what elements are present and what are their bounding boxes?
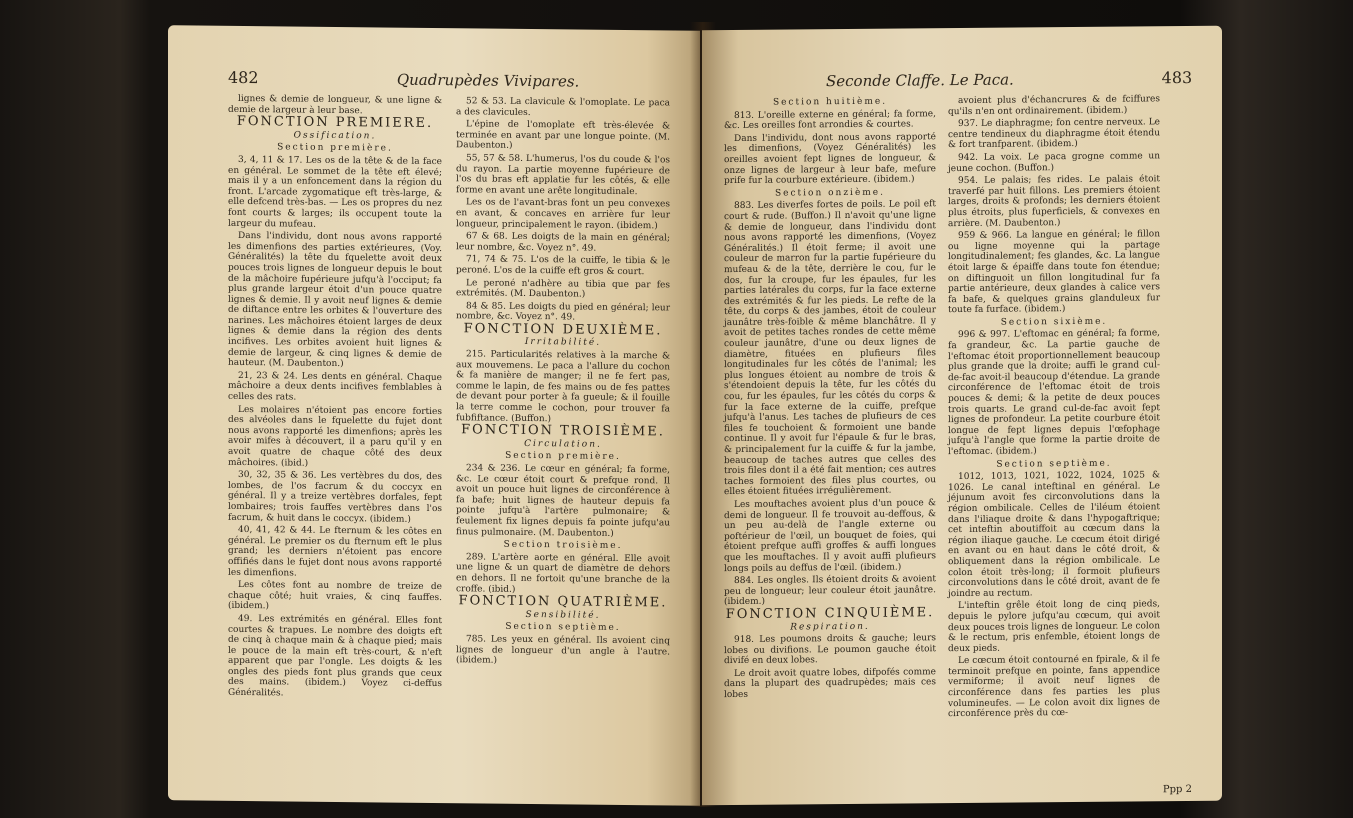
signature-mark: Ppp 2 bbox=[1162, 783, 1192, 796]
left-column-2 bbox=[456, 96, 670, 670]
paragraph: Les côtes font au nombre de treize de chaque côté; huit vraies, & cinq fauffes. (ibidem.) bbox=[228, 580, 442, 612]
paragraph: 84 & 85. Les doigts du pied en général; leur nombre, &c. Voyez n°. 49. bbox=[456, 301, 670, 323]
paragraph: lignes & demie de longueur, & une ligne & demie de largeur à leur base. bbox=[228, 93, 442, 116]
section-heading: FONCTION CINQUIÈME. bbox=[725, 605, 935, 622]
section-heading: Section onzième. bbox=[775, 187, 885, 199]
paragraph: 71, 74 & 75. L'os de la cuiffe, le tibia & le peroné. L'os de la cuiffe eft gros & court. bbox=[456, 254, 670, 278]
paragraph: Le cœcum étoit contourné en fpirale, & il fe terminoit prefque en pointe, fans appendice vermiforme; il avoit neuf lignes de circonférence dans fes parties les plus volumineufes. — Le colon avoit dix lignes de circonférence près du cœ- bbox=[948, 654, 1160, 720]
paragraph: avoient plus d'échancrures & de fciffures qu'ils n'en ont ordinairement. (ibidem.) bbox=[948, 94, 1160, 117]
paragraph: 883. Les diverfes fortes de poils. Le poil eft court & rude. (Buffon.) Il n'avoit qu'une ligne & demie de longueur, dans l'individu dont nous avons rapporté les dimenfions, (Voyez Généralités.) Il étoit ferme; il avoit une couleur de marron fur la partie fupérieure du mufeau & de la tête, derrière le cou, fur le dos, fur la croupe, fur les épaules, fur les parties latérales du corps, fur la face externe des extrémités & fur les pieds. Le refte de la tête, du corps & des jambes, étoit de couleur jaunâtre très-foible & même blanchâtre. Il y avoit de petites taches rondes de cette même couleur jaunâtre, d'une ou deux lignes de diamètre, fituées en plufieurs files longitudinales fur les côtés de l'animal; les plus longues étoient au nombre de trois & s'étendoient depuis la tête, fur les côtés du cou, fur les épaules, fur les côtés du corps & fur la face externe de la cuiffe, prefque jufqu'à l'anus. Les taches de plufieurs de ces files fe touchoient & formoient une bande continue. Il y avoit fur l'épaule & fur le bras, & principalement fur la cuiffe & fur la jambe, beaucoup de taches autres que celles des trois files dont il a été fait mention; ces autres taches formoient des files plus courtes, ou elles étoient fituées irrégulièrement. bbox=[724, 199, 936, 498]
paragraph: 996 & 997. L'eftomac en général; fa forme, fa grandeur, &c. La partie gauche de l'eftomac étoit proportionnellement beaucoup plus grande que la droite; auffi le grand cul-de-fac avoit-il beaucoup d'étendue. La grande circonférence de l'eftomac étoit de trois pouces & demi; & la petite de deux pouces trois quarts. Le grand cul-de-fac avoit fept lignes de profondeur. La petite courbure étoit longue de fept lignes depuis l'œfophage jufqu'à l'angle que forme la partie droite de l'eftomac. (ibidem.) bbox=[948, 328, 1160, 458]
paragraph: Les os de l'avant-bras font un peu convexes en avant, & concaves en arrière fur leur longueur, principalement le rayon. (ibidem.) bbox=[456, 197, 670, 231]
section-heading: Respiration. bbox=[790, 621, 870, 632]
left-column-1 bbox=[228, 94, 442, 703]
paragraph: 937. Le diaphragme; fon centre nerveux. Le centre tendineux du diaphragme étoit étendu & fort tranfparent. (ibidem.) bbox=[948, 117, 1160, 151]
section-heading: Section sixième. bbox=[1000, 316, 1108, 328]
paragraph: 215. Particularités relatives à la marche & aux mouvemens. Le paca a l'allure du cochon & fa manière de manger; il ne fe fert pas, comme le lapin, de fes mains ou de fes pattes de devant pour porter à fa gueule; & il fouille la terre comme le cochon, pour trouver fa fubfiftance. (Buffon.) bbox=[456, 349, 670, 424]
section-heading: Section huitième. bbox=[772, 96, 888, 108]
section-heading: Section septième. bbox=[996, 458, 1112, 470]
paragraph: Les molaires n'étoient pas encore forties des alvéoles dans le fquelette du fujet dont nous avons rapporté les dimenfions; après les avoir mifes à découvert, il a paru qu'il y en avoit quatre de chaque côté des deux mâchoires. (ibid.) bbox=[228, 404, 442, 469]
paragraph: L'inteftin grêle étoit long de cinq pieds, depuis le pylore jufqu'au cœcum, qui avoit deux pouces trois lignes de longueur. Le colon & le rectum, pris enfemble, étoient longs de deux pieds. bbox=[948, 599, 1160, 654]
paragraph: 55, 57 & 58. L'humerus, l'os du coude & l'os du rayon. La partie moyenne fupérieure de l'os du bras eft applatie fur les côtés, & elle forme en avant une arête longitudinale. bbox=[456, 153, 670, 197]
paragraph: 959 & 966. La langue en général; le fillon ou ligne moyenne qui la partage longitudinalement; fes glandes, &c. La langue étoit large & épaiffe dans toute fon étendue; on diftinguoit un fillon longitudinal fur fa partie antérieure, deux glandes à calice vers fa bafe, & quelques grains glanduleux fur toute fa furface. (ibidem.) bbox=[948, 229, 1160, 316]
paragraph: 954. Le palais; fes rides. Le palais étoit traverfé par huit fillons. Les premiers étoient larges, droits & profonds; les derniers étoient plus étroits, plus fuperficiels, & convexes en arrière. (M. Daubenton.) bbox=[948, 174, 1160, 229]
paragraph: 785. Les yeux en général. Ils avoient cinq lignes de longueur d'un angle à l'autre. (ibidem.) bbox=[456, 634, 670, 666]
section-heading: FONCTION DEUXIÈME. bbox=[463, 321, 663, 339]
section-heading: Sensibilité. bbox=[525, 609, 601, 621]
left-page-number: 482 bbox=[228, 67, 259, 88]
section-heading: Irritabilité. bbox=[524, 337, 602, 349]
paragraph: 942. La voix. Le paca grogne comme un jeune cochon. (Buffon.) bbox=[948, 151, 1160, 174]
paragraph: 49. Les extrémités en général. Elles font courtes & trapues. Le nombre des doigts eft de cinq à chaque main & à chaque pied; mais le pouce de la main eft très-court, & n'eft apparent que par l'ongle. Les doigts & les ongles des pieds font plus grands que ceux des mains. (ibidem.) Voyez ci-deffus Généralités. bbox=[228, 613, 442, 699]
paragraph: L'épine de l'omoplate eft très-élevée & terminée en avant par une longue pointe. (M. Daubenton.) bbox=[456, 119, 670, 152]
section-heading: FONCTION TROISIÈME. bbox=[461, 422, 665, 440]
section-heading: Section première. bbox=[277, 142, 393, 154]
paragraph: Dans l'individu, dont nous avons rapporté les dimenfions des parties extérieures, (Voy. Généralités) la tête du fquelette avoit deux pouces trois lignes de longueur depuis le bout de la mâchoire fupérieure jufqu'à l'occiput; fa plus grande largeur étoit d'un pouce quatre lignes & demie. Il y avoit neuf lignes & demie de diftance entre les orbites & l'ouverture des narines. Les mâchoires étoient larges de deux lignes & demie dans la région des dents incifives. Les orbites avoient huit lignes & demie de largeur, & cinq lignes & demie de hauteur. (M. Daubenton.) bbox=[228, 231, 442, 370]
paragraph: 234 & 236. Le cœur en général; fa forme, &c. Le cœur étoit court & prefque rond. Il avoit un pouce huit lignes de circonférence à fa bafe; huit lignes de hauteur depuis fa pointe jufqu'à l'artère pulmonaire; & feulement fix lignes depuis fa pointe jufqu'au finus pulmonaire. (M. Daubenton.) bbox=[456, 463, 670, 539]
section-heading: Section première. bbox=[505, 451, 621, 463]
left-running-head bbox=[228, 68, 579, 91]
paragraph: 884. Les ongles. Ils étoient droits & avoient peu de longueur; leur couleur étoit jaunâtre. (ibidem.) bbox=[724, 574, 936, 608]
section-heading: Circulation. bbox=[524, 438, 602, 450]
paragraph: 813. L'oreille externe en général; fa forme, &c. Les oreilles font arrondies & courtes. bbox=[724, 108, 936, 132]
paragraph: Le peroné n'adhère au tibia que par fes extrémités. (M. Daubenton.) bbox=[456, 277, 670, 300]
section-heading: FONCTION PREMIERE. bbox=[236, 114, 434, 132]
right-page-number: 483 bbox=[1161, 67, 1193, 88]
paragraph: 289. L'artère aorte en général. Elle avoit une ligne & un quart de diamètre de dehors en dehors. Il ne fortoit qu'une branche de la croffe. (ibid.) bbox=[456, 552, 670, 595]
paragraph: 67 & 68. Les doigts de la main en général; leur nombre, &c. Voyez n°. 49. bbox=[456, 231, 670, 254]
left-page bbox=[168, 25, 700, 806]
paragraph: 40, 41, 42 & 44. Le fternum & les côtes en général. Le premier os du fternum eft le plus grand; les derniers n'étoient pas encore offifiés dans le fujet dont nous avons rapporté les dimenfions. bbox=[228, 525, 442, 579]
right-head-title: Seconde Claffe. Le Paca. bbox=[826, 70, 1014, 91]
paragraph: 3, 4, 11 & 17. Les os de la tête & de la face en général. Le sommet de la tête eft élevé; mais il y a un enfoncement dans la région du front. L'arcade zygomatique eft très-large, & elle defcend très-bas. — Les os propres du nez font courts & larges; ils occupent toute la largeur du mufeau. bbox=[228, 154, 442, 230]
section-heading: Section troisième. bbox=[503, 539, 623, 552]
section-heading: Ossification. bbox=[293, 130, 377, 142]
right-page bbox=[702, 26, 1222, 806]
section-heading: Section septième. bbox=[505, 622, 621, 634]
paragraph: 1012, 1013, 1021, 1022, 1024, 1025 & 1026. Le canal inteftinal en général. Le jéjunum avoit fes circonvolutions dans la région ombilicale. Celles de l'iléum étoient dans l'iliaque droite & dans l'hypogaftrique; cet inteftin aboutiffoit au cœcum dans la région iliaque gauche. Le cœcum étoit dirigé en avant ou en haut dans le côté droit, & obliquement dans la région ombilicale. Le colon étoit très-long; il formoit plufieurs circonvolutions dans le côté droit, avant de fe joindre au rectum. bbox=[948, 470, 1160, 599]
paragraph: Dans l'individu, dont nous avons rapporté les dimenfions, (Voyez Généralités) les oreilles avoient fept lignes de longueur, & onze lignes de largeur à leur bafe, mefure prife fur la courbure extérieure. (ibidem.) bbox=[724, 132, 936, 187]
section-heading: FONCTION QUATRIÈME. bbox=[458, 593, 668, 611]
paragraph: Le droit avoit quatre lobes, difpofés comme dans la plupart des quadrupèdes; mais ces lobes bbox=[724, 667, 936, 701]
paragraph: 21, 23 & 24. Les dents en général. Chaque mâchoire a deux dents incifives femblables à celles des rats. bbox=[228, 370, 442, 403]
left-head-title: Quadrupèdes Vivipares. bbox=[396, 70, 580, 91]
paragraph: Les mouftaches avoient plus d'un pouce & demi de longueur. Il fe trouvoit au-deffous, & un peu au-delà de l'angle externe ou poftérieur de l'œil, un bouquet de foies, qui étoient prefque auffi groffes & auffi longues que les mouftaches. Il y avoit auffi plufieurs longs poils au deffus de l'œil. (ibidem.) bbox=[724, 498, 936, 574]
right-column-1 bbox=[724, 96, 936, 703]
paragraph: 918. Les poumons droits & gauche; leurs lobes ou divifions. Le poumon gauche étoit divifé en deux lobes. bbox=[724, 633, 936, 667]
right-running-head bbox=[826, 68, 1192, 90]
paragraph: 52 & 53. La clavicule & l'omoplate. Le paca a des clavicules. bbox=[456, 96, 670, 118]
paragraph: 30, 32, 35 & 36. Les vertèbres du dos, des lombes, de l'os facrum & du coccyx en général. Il y a treize vertèbres dorfales, fept lombaires; trois fauffes vertèbres dans l'os facrum, & huit dans le coccyx. (ibidem.) bbox=[228, 470, 442, 525]
right-column-2 bbox=[948, 94, 1160, 722]
